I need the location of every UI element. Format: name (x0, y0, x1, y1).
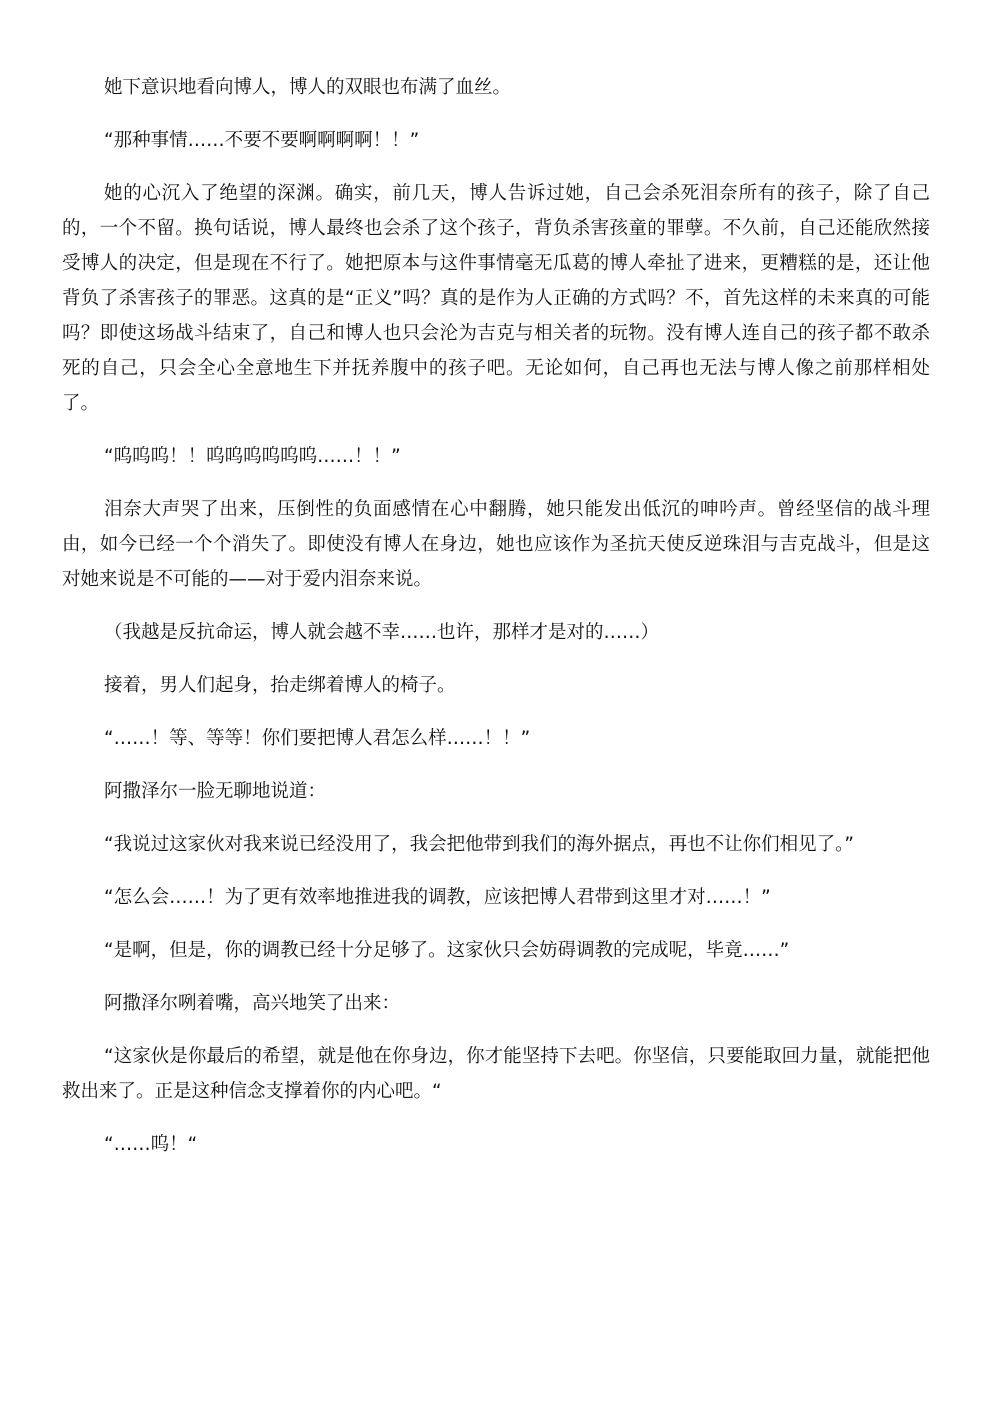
paragraph: “是啊，但是，你的调教已经十分足够了。这家伙只会妨碍调教的完成呢，毕竟……” (104, 940, 790, 961)
paragraph: “这家伙是你最后的希望，就是他在你身边，你才能坚持下去吧。你坚信，只要能取回力量，就能把他救出来了。正是这种信念支撑着你的内心吧。“ (62, 1046, 930, 1102)
paragraph: “那种事情……不要不要啊啊啊啊！！” (104, 130, 420, 151)
paragraph: （我越是反抗命运，博人就会越不幸……也许，那样才是对的……） (104, 622, 660, 643)
paragraph: 她的心沉入了绝望的深渊。确实，前几天，博人告诉过她，自己会杀死泪奈所有的孩子，除了自己的，一个不留。换句话说，博人最终也会杀了这个孩子，背负杀害孩童的罪孽。不久前，自己还能欣然接受博人的决定，但是现在不行了。她把原本与这件事情毫无瓜葛的博人牵扯了进来，更糟糕的是，还让他背负了杀害孩子的罪恶。这真的是“正义”吗？真的是作为人正确的方式吗？不，首先这样的未来真的可能吗？即使这场战斗结束了，自己和博人也只会沦为吉克与相关者的玩物。没有博人连自己的孩子都不敢杀死的自己，只会全心全意地生下并抚养腹中的孩子吧。无论如何，自己再也无法与博人像之前那样相处了。 (62, 183, 930, 414)
paragraph: “呜呜呜！！呜呜呜呜呜呜……！！” (104, 446, 401, 467)
paragraph: 接着，男人们起身，抬走绑着博人的椅子。 (104, 675, 456, 696)
paragraph: “我说过这家伙对我来说已经没用了，我会把他带到我们的海外据点，再也不让你们相见了。” (104, 834, 854, 855)
document-page (62, 70, 930, 1180)
paragraph: 泪奈大声哭了出来，压倒性的负面感情在心中翻腾，她只能发出低沉的呻吟声。曾经坚信的战斗理由，如今已经一个个消失了。即使没有博人在身边，她也应该作为圣抗天使反逆珠泪与吉克战斗，但是这对她来说是不可能的——对于爱内泪奈来说。 (62, 499, 930, 590)
paragraph: “……呜！“ (104, 1134, 198, 1155)
paragraph: “……！等、等等！你们要把博人君怎么样……！！” (104, 728, 531, 749)
paragraph: 阿撒泽尔咧着嘴，高兴地笑了出来： (104, 993, 401, 1014)
paragraph: “怎么会……！为了更有效率地推进我的调教，应该把博人君带到这里才对……！” (104, 887, 771, 908)
paragraph: 阿撒泽尔一脸无聊地说道： (104, 781, 327, 802)
paragraph: 她下意识地看向博人，博人的双眼也布满了血丝。 (104, 77, 512, 98)
